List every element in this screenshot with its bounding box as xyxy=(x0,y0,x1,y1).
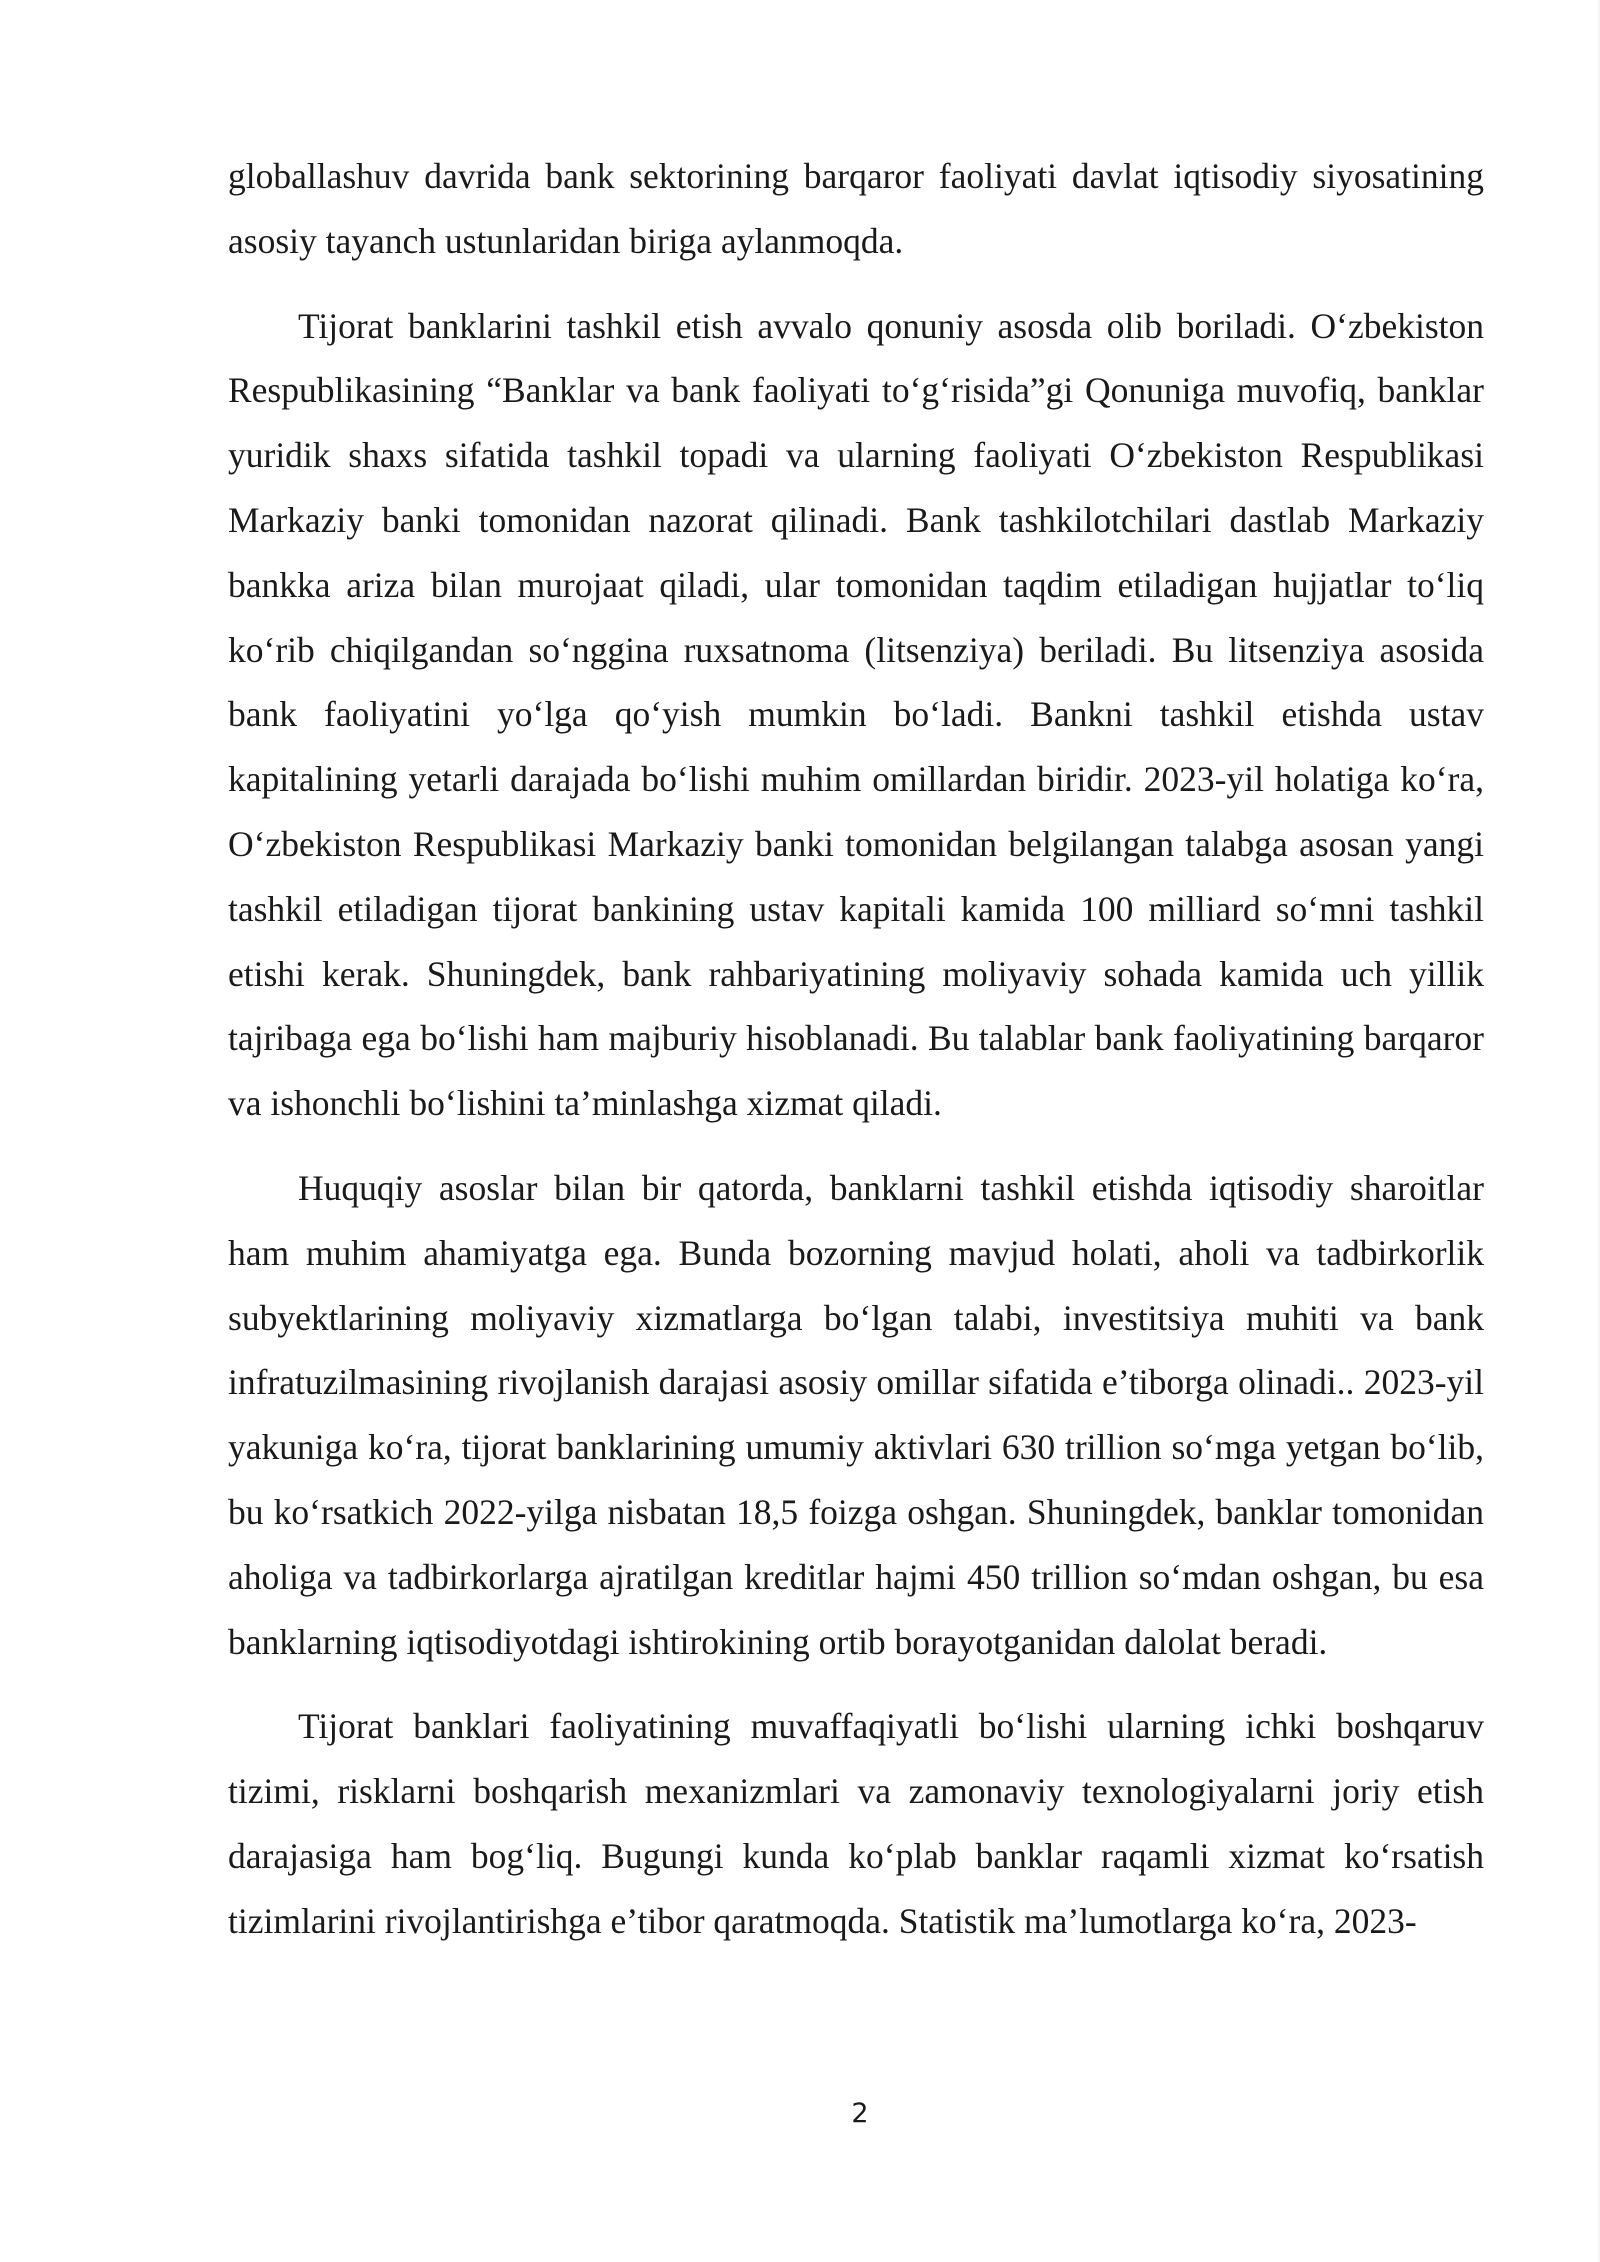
paragraph-management-technology: Tijorat banklari faoliyatining muvaffaqiyatli bo‘lishi ularning ichki boshqaruv tizimi, risklarni boshqarish mexanizmlari va zamonaviy texnologiyalarni joriy etish darajasiga ham bog‘liq. Bugungi kunda ko‘plab banklar raqamli xizmat ko‘rsatish tizimlarini rivojlantirishga e’tibor qaratmoqda. Statistik ma’lumotlarga ko‘ra, 2023- xyxy=(228,1706,1484,1941)
paragraph-continuation: globallashuv davrida bank sektorining barqaror faoliyati davlat iqtisodiy siyosatining asosiy tayanch ustunlaridan biriga aylanmoqda. xyxy=(228,156,1484,261)
paragraph-economic-conditions: Huquqiy asoslar bilan bir qatorda, banklarni tashkil etishda iqtisodiy sharoitlar ham muhim ahamiyatga ega. Bunda bozorning mavjud holati, aholi va tadbirkorlik subyektlarining moliyaviy xizmatlarga bo‘lgan talabi, investitsiya muhiti va bank infratuzilmasining rivojlanish darajasi asosiy omillar sifatida e’tiborga olinadi.. 2023-yil yakuniga ko‘ra, tijorat banklarining umumiy aktivlari 630 trillion so‘mga yetgan bo‘lib, bu ko‘rsatkich 2022-yilga nisbatan 18,5 foizga oshgan. Shuningdek, banklar tomonidan aholiga va tadbirkorlarga ajratilgan kreditlar hajmi 450 trillion so‘mdan oshgan, bu esa banklarning iqtisodiyotdagi ishtirokining ortib borayotganidan dalolat beradi. xyxy=(228,1167,1484,1662)
body-text xyxy=(228,144,1484,1974)
page-number: 2 xyxy=(851,2098,869,2129)
paragraph-legal-basis: Tijorat banklarini tashkil etish avvalo qonuniy asosda olib boriladi. O‘zbekiston Respublikasining “Banklar va bank faoliyati to‘g‘risida”gi Qonuniga muvofiq, banklar yuridik shaxs sifatida tashkil topadi va ularning faoliyati O‘zbekiston Respublikasi Markaziy banki tomonidan nazorat qilinadi. Bank tashkilotchilari dastlab Markaziy bankka ariza bilan murojaat qiladi, ular tomonidan taqdim etiladigan hujjatlar to‘liq ko‘rib chiqilgandan so‘nggina ruxsatnoma (litsenziya) beriladi. Bu litsenziya asosida bank faoliyatini yo‘lga qo‘yish mumkin bo‘ladi. Bankni tashkil etishda ustav kapitalining yetarli darajada bo‘lishi muhim omillardan biridir. 2023-yil holatiga ko‘ra, O‘zbekiston Respublikasi Markaziy banki tomonidan belgilangan talabga asosan yangi tashkil etiladigan tijorat bankining ustav kapitali kamida 100 milliard so‘mni tashkil etishi kerak. Shuningdek, bank rahbariyatining moliyaviy sohada kamida uch yillik tajribaga ega bo‘lishi ham majburiy hisoblanadi. Bu talablar bank faoliyatining barqaror va ishonchli bo‘lishini ta’minlashga xizmat qiladi. xyxy=(228,305,1484,1124)
